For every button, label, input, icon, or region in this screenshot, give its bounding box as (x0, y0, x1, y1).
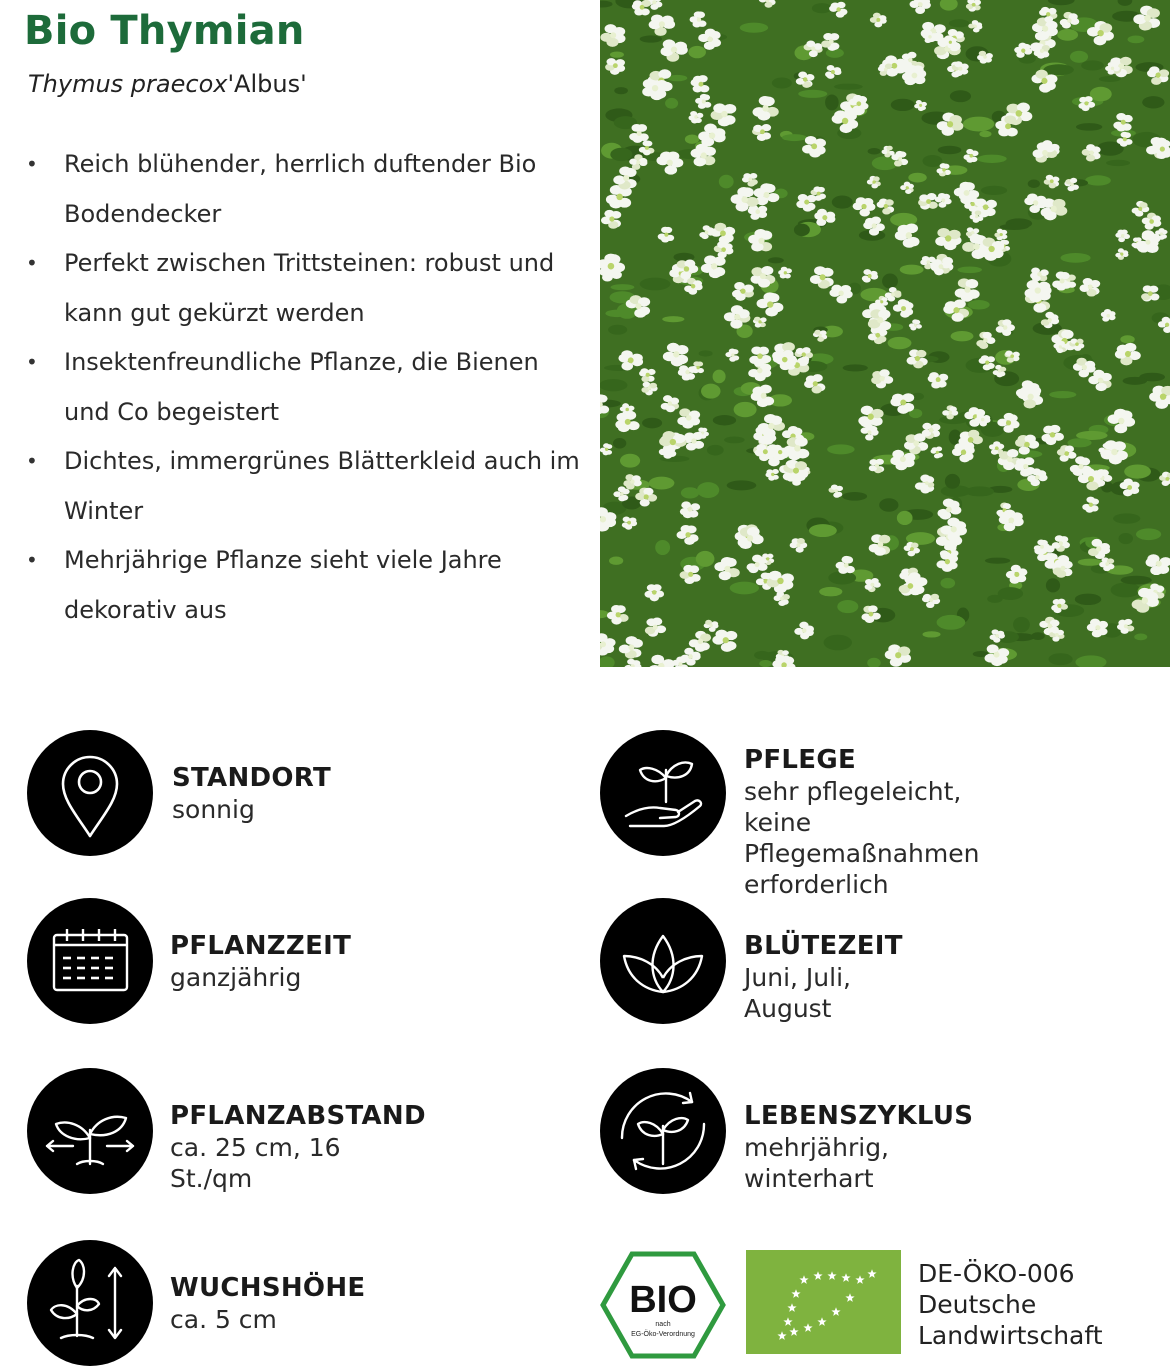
bio-seal-text: BIO (629, 1279, 697, 1321)
feature-value: ca. 25 cm, 16 St./qm (170, 1132, 426, 1194)
latin-cultivar: 'Albus' (227, 70, 306, 98)
feature-value: mehrjährig, winterhart (744, 1132, 973, 1194)
feature-title: WUCHSHÖHE (170, 1272, 365, 1304)
origin-line-2: Landwirtschaft (918, 1320, 1103, 1351)
feature-bullet-list (24, 140, 584, 635)
feature-value: ganzjährig (170, 962, 351, 993)
seedling-hand-icon (600, 730, 726, 856)
plant-cycle-icon (600, 1068, 726, 1194)
feature-title: PFLANZABSTAND (170, 1100, 426, 1132)
bio-seal-small2: EG-Öko-Verordnung (631, 1330, 695, 1338)
location-pin-icon (27, 730, 153, 856)
plant-height-icon (27, 1240, 153, 1366)
bullet-item: • Dichtes, immergrünes Blätterkleid auch im Winter (24, 437, 584, 536)
plant-spacing-icon (27, 1068, 153, 1194)
thyme-flower-photo (600, 0, 1170, 667)
bullet-item: • Insektenfreundliche Pflanze, die Bienen und Co begeistert (24, 338, 584, 437)
bullet-item: • Perfekt zwischen Trittsteinen: robust und kann gut gekürzt werden (24, 239, 584, 338)
lotus-flower-icon (600, 898, 726, 1024)
feature-title: STANDORT (172, 762, 331, 794)
bullet-item: • Reich blühender, herrlich duftender Bio Bodendecker (24, 140, 584, 239)
feature-title: LEBENSZYKLUS (744, 1100, 973, 1132)
feature-value: sehr pflegeleicht, keine (744, 776, 979, 838)
feature-title: BLÜTEZEIT (744, 930, 903, 962)
bio-hexagon-seal (600, 1250, 726, 1360)
eu-organic-leaf-logo (746, 1250, 901, 1354)
feature-value: sonnig (172, 794, 331, 825)
feature-title: PFLANZZEIT (170, 930, 351, 962)
bullet-item: • Mehrjährige Pflanze sieht viele Jahre dekorativ aus (24, 536, 584, 635)
feature-value: Pflegemaßnahmen erforderlich (744, 838, 979, 900)
origin-line-1: Deutsche (918, 1289, 1103, 1320)
feature-title: PFLEGE (744, 744, 979, 776)
latin-genus: Thymus praecox (28, 70, 227, 98)
calendar-icon (27, 898, 153, 1024)
feature-value: Juni, Juli, August (744, 962, 903, 1024)
flower-photo-illustration (600, 0, 1170, 667)
feature-value: ca. 5 cm (170, 1304, 365, 1335)
certification-text (918, 1258, 1103, 1351)
control-code: DE-ÖKO-006 (918, 1258, 1103, 1289)
latin-name (28, 70, 307, 98)
product-title: Bio Thymian (24, 8, 305, 54)
bio-seal-small1: nach (655, 1321, 670, 1328)
